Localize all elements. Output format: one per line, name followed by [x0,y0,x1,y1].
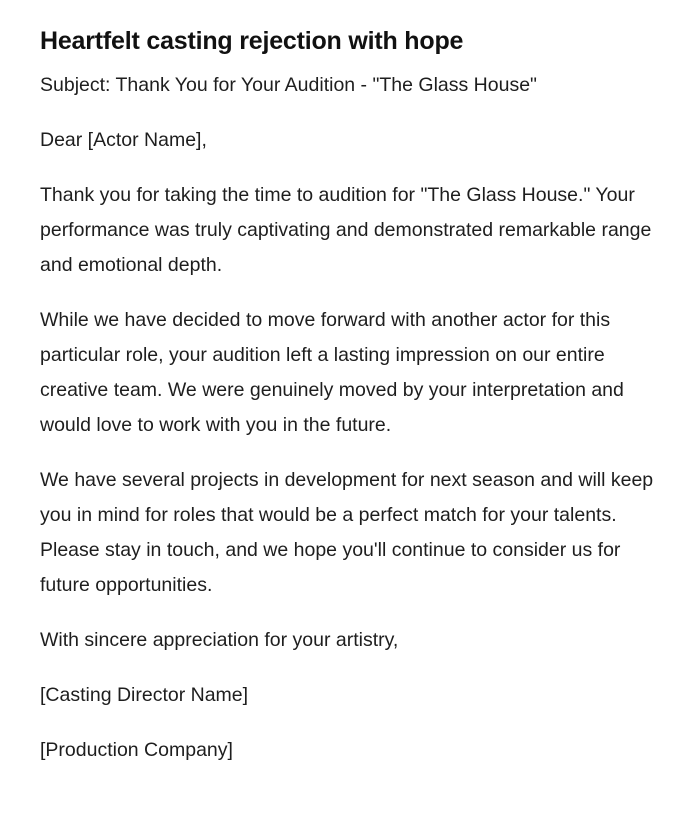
signature-company: [Production Company] [40,739,233,761]
closing-line: With sincere appreciation for your artistry, [40,629,399,651]
body-paragraph-2: While we have decided to move forward with another actor for this particular role, your audition left a lasting impression on our entire creative team. We were genuinely moved by your interpretation and would love to work with you in the future. [40,309,624,436]
page-title: Heartfelt casting rejection with hope [40,27,464,55]
signature-name: [Casting Director Name] [40,684,249,706]
body-paragraph-1: Thank you for taking the time to audition for "The Glass House." Your performance was truly captivating and demonstrated remarkable range and emotional depth. [40,184,652,276]
email-subject: Subject: Thank You for Your Audition - "The Glass House" [40,74,537,96]
body-paragraph-3: We have several projects in development for next season and will keep you in mind for roles that would be a perfect match for your talents. Please stay in touch, and we hope you'll continue to consider us for future opportunities. [40,469,654,596]
salutation: Dear [Actor Name], [40,129,207,151]
